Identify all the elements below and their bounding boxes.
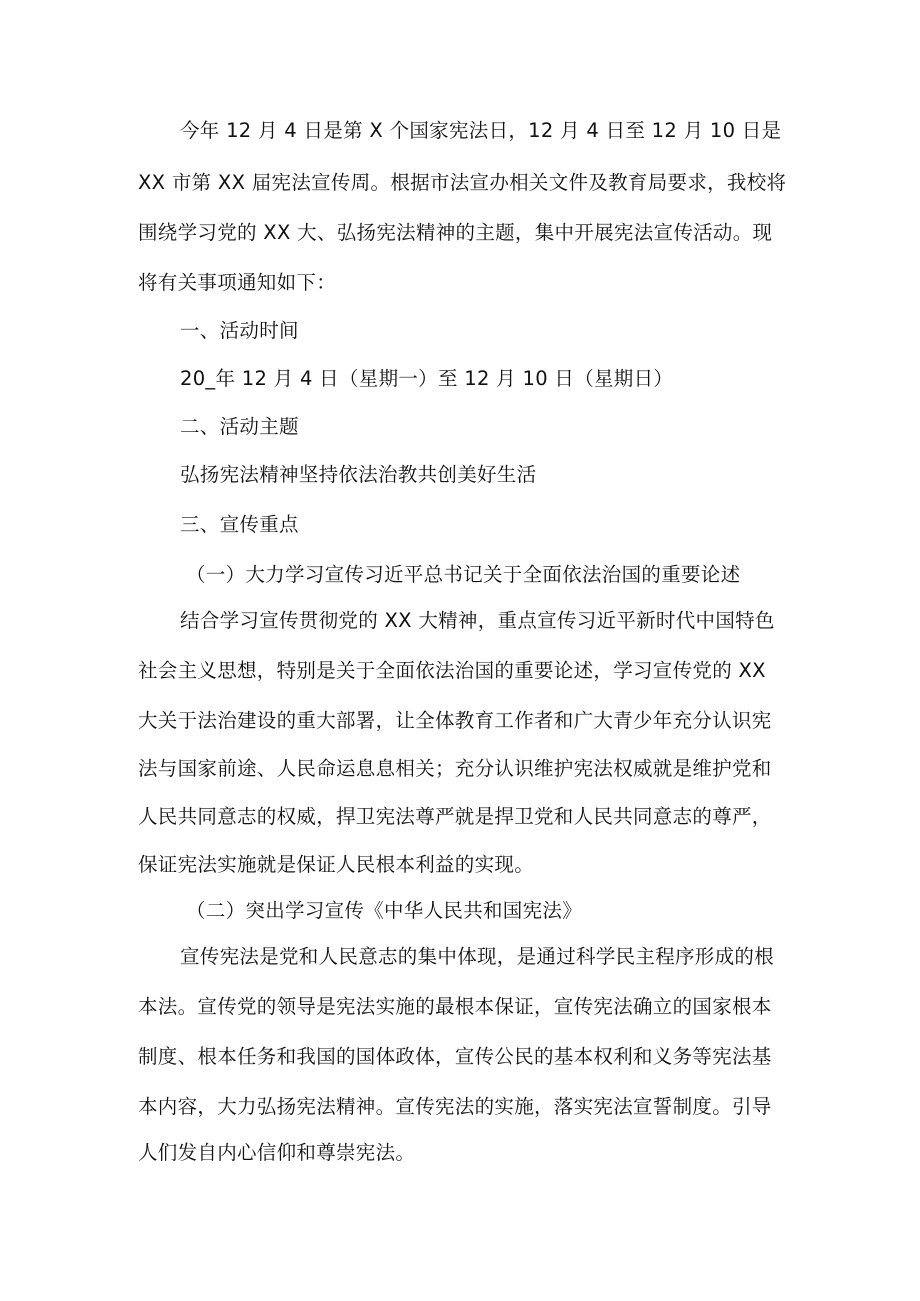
activity-theme-text: 弘扬宪法精神坚持依法治教共创美好生活: [180, 463, 537, 486]
paragraph-1-line-3: 大关于法治建设的重大部署，让全体教育工作者和广大青少年充分认识宪: [138, 709, 772, 732]
section-heading-activity-time: 一、活动时间: [180, 319, 299, 342]
paragraph-intro-line-4: 将有关事项通知如下：: [138, 271, 337, 294]
paragraph-2-line-3: 制度、根本任务和我国的国体政体，宣传公民的基本权利和义务等宪法基: [138, 1045, 772, 1068]
subsection-heading-1: （一）大力学习宣传习近平总书记关于全面依法治国的重要论述: [186, 563, 741, 586]
paragraph-1-line-4: 法与国家前途、人民命运息息相关；充分认识维护宪法权威就是维护党和: [138, 757, 772, 780]
paragraph-intro-line-3: 围绕学习党的 XX 大、弘扬宪法精神的主题，集中开展宪法宣传活动。现: [138, 221, 773, 244]
paragraph-intro-line-1: 今年 12 月 4 日是第 X 个国家宪法日，12 月 4 日至 12 月 10 日是: [180, 119, 782, 142]
section-heading-publicity-focus: 三、宣传重点: [180, 513, 299, 536]
paragraph-2-line-2: 本法。宣传党的领导是宪法实施的最根本保证，宣传宪法确立的国家根本: [138, 995, 772, 1018]
activity-time-text: 20_年 12 月 4 日（星期一）至 12 月 10 日（星期日）: [180, 367, 674, 390]
paragraph-2-line-1: 宣传宪法是党和人民意志的集中体现，是通过科学民主程序形成的根: [180, 945, 775, 968]
section-heading-activity-theme: 二、活动主题: [180, 415, 299, 438]
paragraph-1-line-2: 社会主义思想，特别是关于全面依法治国的重要论述，学习宣传党的 XX: [138, 659, 766, 682]
paragraph-2-line-5: 人们发自内心信仰和尊崇宪法。: [138, 1141, 416, 1164]
paragraph-1-line-5: 人民共同意志的权威，捍卫宪法尊严就是捍卫党和人民共同意志的尊严，: [138, 805, 772, 828]
paragraph-2-line-4: 本内容，大力弘扬宪法精神。宣传宪法的实施，落实宪法宣誓制度。引导: [138, 1095, 772, 1118]
paragraph-1-line-6: 保证宪法实施就是保证人民根本利益的实现。: [138, 853, 535, 876]
subsection-heading-2: （二）突出学习宣传《中华人民共和国宪法》: [186, 899, 583, 922]
paragraph-1-line-1: 结合学习宣传贯彻党的 XX 大精神，重点宣传习近平新时代中国特色: [180, 609, 775, 632]
paragraph-intro-line-2: XX 市第 XX 届宪法宣传周。根据市法宣办相关文件及教育局要求，我校将: [138, 171, 787, 194]
